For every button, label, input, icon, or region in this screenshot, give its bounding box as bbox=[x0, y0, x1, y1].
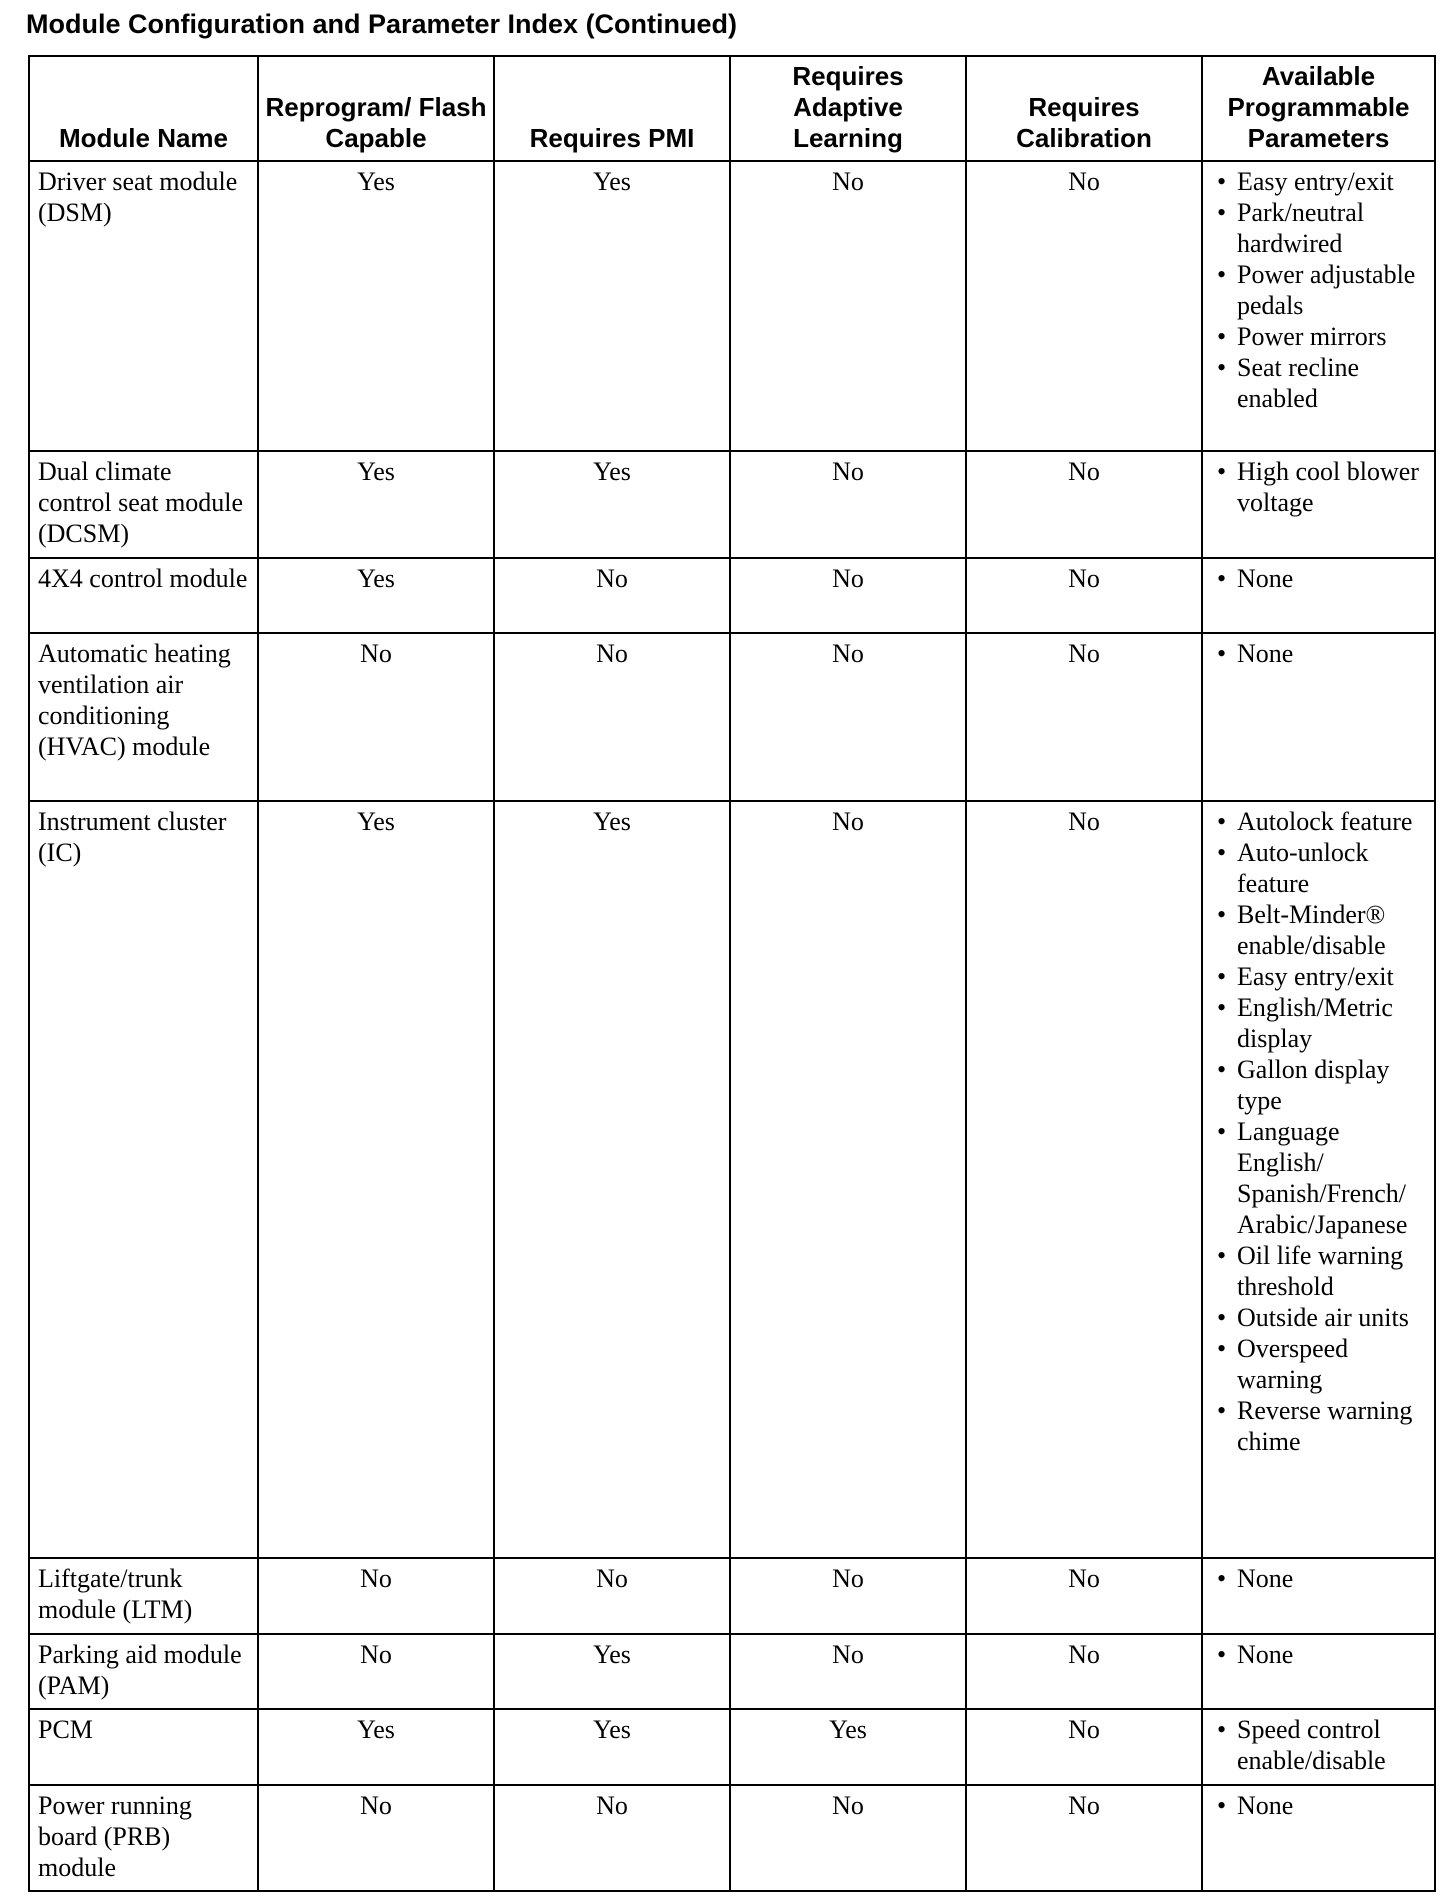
parameter-item bbox=[1211, 166, 1426, 197]
parameter-item bbox=[1211, 456, 1426, 518]
parameter-item bbox=[1211, 1790, 1426, 1821]
bullet-icon: • bbox=[1217, 198, 1227, 227]
bullet-icon: • bbox=[1217, 993, 1227, 1022]
requires-pmi-value: No bbox=[494, 633, 730, 801]
parameter-item bbox=[1211, 197, 1426, 259]
parameter-list bbox=[1211, 1790, 1426, 1821]
programmable-parameters-cell bbox=[1202, 558, 1435, 633]
bullet-icon: • bbox=[1217, 838, 1227, 867]
column-header-requires-calibration: Requires Calibration bbox=[966, 56, 1202, 161]
header-row bbox=[29, 56, 1435, 161]
table-row bbox=[29, 1709, 1435, 1785]
parameter-item bbox=[1211, 1240, 1426, 1302]
module-name-cell: Automatic heating ventilation air conditioning (HVAC) module bbox=[29, 633, 258, 801]
requires-calibration-value: No bbox=[966, 1785, 1202, 1891]
parameter-list bbox=[1211, 1563, 1426, 1594]
adaptive-learning-value: No bbox=[730, 558, 966, 633]
parameter-text: Speed control enable/disable bbox=[1237, 1715, 1386, 1775]
requires-calibration-value: No bbox=[966, 633, 1202, 801]
bullet-icon: • bbox=[1217, 260, 1227, 289]
requires-calibration-value: No bbox=[966, 1558, 1202, 1634]
bullet-icon: • bbox=[1217, 1303, 1227, 1332]
flash-capable-value: Yes bbox=[258, 1709, 494, 1785]
parameter-text: Oil life warning threshold bbox=[1237, 1241, 1404, 1301]
requires-calibration-value: No bbox=[966, 1634, 1202, 1709]
parameter-text: English/Metric display bbox=[1237, 993, 1393, 1053]
parameter-item bbox=[1211, 352, 1426, 414]
parameter-text: Reverse warning chime bbox=[1237, 1396, 1413, 1456]
module-name-cell: Driver seat module (DSM) bbox=[29, 161, 258, 451]
column-header-requires-pmi: Requires PMI bbox=[494, 56, 730, 161]
parameter-text: Autolock feature bbox=[1237, 807, 1413, 836]
bullet-icon: • bbox=[1217, 1334, 1227, 1363]
table-row bbox=[29, 451, 1435, 558]
requires-pmi-value: Yes bbox=[494, 1709, 730, 1785]
table-row bbox=[29, 1785, 1435, 1891]
bullet-icon: • bbox=[1217, 564, 1227, 593]
programmable-parameters-cell bbox=[1202, 1634, 1435, 1709]
bullet-icon: • bbox=[1217, 1715, 1227, 1744]
column-header-module-name: Module Name bbox=[29, 56, 258, 161]
bullet-icon: • bbox=[1217, 322, 1227, 351]
adaptive-learning-value: No bbox=[730, 801, 966, 1558]
requires-pmi-value: No bbox=[494, 1558, 730, 1634]
table-body bbox=[29, 161, 1435, 1891]
requires-pmi-value: Yes bbox=[494, 451, 730, 558]
parameter-text: Power adjustable pedals bbox=[1237, 260, 1416, 320]
flash-capable-value: Yes bbox=[258, 451, 494, 558]
parameter-list bbox=[1211, 1639, 1426, 1670]
table-row bbox=[29, 558, 1435, 633]
bullet-icon: • bbox=[1217, 1564, 1227, 1593]
programmable-parameters-cell bbox=[1202, 1709, 1435, 1785]
adaptive-learning-value: No bbox=[730, 1558, 966, 1634]
parameter-list bbox=[1211, 166, 1426, 414]
bullet-icon: • bbox=[1217, 1396, 1227, 1425]
column-header-flash-capable: Reprogram/ Flash Capable bbox=[258, 56, 494, 161]
parameter-text: Outside air units bbox=[1237, 1303, 1409, 1332]
parameter-text: None bbox=[1237, 1791, 1294, 1820]
parameter-item bbox=[1211, 1563, 1426, 1594]
parameter-item bbox=[1211, 1639, 1426, 1670]
parameter-list bbox=[1211, 1714, 1426, 1776]
module-parameter-table bbox=[28, 55, 1436, 1892]
flash-capable-value: Yes bbox=[258, 801, 494, 1558]
programmable-parameters-cell bbox=[1202, 801, 1435, 1558]
adaptive-learning-value: No bbox=[730, 1785, 966, 1891]
module-name-cell: Power running board (PRB) module bbox=[29, 1785, 258, 1891]
flash-capable-value: No bbox=[258, 1558, 494, 1634]
bullet-icon: • bbox=[1217, 1117, 1227, 1146]
page-title: Module Configuration and Parameter Index (Continued) bbox=[26, 9, 738, 39]
requires-calibration-value: No bbox=[966, 161, 1202, 451]
parameter-text: Overspeed warning bbox=[1237, 1334, 1349, 1394]
parameter-item bbox=[1211, 563, 1426, 594]
parameter-text: None bbox=[1237, 1640, 1294, 1669]
module-name-cell: PCM bbox=[29, 1709, 258, 1785]
requires-calibration-value: No bbox=[966, 451, 1202, 558]
flash-capable-value: Yes bbox=[258, 558, 494, 633]
parameter-item bbox=[1211, 1714, 1426, 1776]
table-row bbox=[29, 1558, 1435, 1634]
bullet-icon: • bbox=[1217, 167, 1227, 196]
parameter-item bbox=[1211, 806, 1426, 837]
parameter-item bbox=[1211, 1116, 1426, 1240]
flash-capable-value: No bbox=[258, 1785, 494, 1891]
module-name-cell: Liftgate/trunk module (LTM) bbox=[29, 1558, 258, 1634]
parameter-text: Language English/ Spanish/French/ Arabic/Japanese bbox=[1237, 1117, 1408, 1239]
adaptive-learning-value: No bbox=[730, 1634, 966, 1709]
module-name-cell: Dual climate control seat module (DCSM) bbox=[29, 451, 258, 558]
parameter-text: Auto-unlock feature bbox=[1237, 838, 1369, 898]
adaptive-learning-value: No bbox=[730, 451, 966, 558]
requires-calibration-value: No bbox=[966, 1709, 1202, 1785]
requires-calibration-value: No bbox=[966, 801, 1202, 1558]
parameter-list bbox=[1211, 638, 1426, 669]
programmable-parameters-cell bbox=[1202, 633, 1435, 801]
parameter-item bbox=[1211, 992, 1426, 1054]
parameter-item bbox=[1211, 321, 1426, 352]
column-header-programmable-parameters: Available Programmable Parameters bbox=[1202, 56, 1435, 161]
requires-pmi-value: Yes bbox=[494, 801, 730, 1558]
programmable-parameters-cell bbox=[1202, 161, 1435, 451]
table-row bbox=[29, 633, 1435, 801]
parameter-item bbox=[1211, 638, 1426, 669]
table-row bbox=[29, 161, 1435, 451]
parameter-text: Park/neutral hardwired bbox=[1237, 198, 1365, 258]
parameter-item bbox=[1211, 837, 1426, 899]
bullet-icon: • bbox=[1217, 807, 1227, 836]
programmable-parameters-cell bbox=[1202, 1558, 1435, 1634]
flash-capable-value: No bbox=[258, 633, 494, 801]
requires-pmi-value: Yes bbox=[494, 161, 730, 451]
parameter-text: Easy entry/exit bbox=[1237, 962, 1394, 991]
parameter-item bbox=[1211, 961, 1426, 992]
parameter-text: Belt-Minder® enable/disable bbox=[1237, 900, 1386, 960]
bullet-icon: • bbox=[1217, 457, 1227, 486]
parameter-item bbox=[1211, 259, 1426, 321]
requires-calibration-value: No bbox=[966, 558, 1202, 633]
adaptive-learning-value: No bbox=[730, 633, 966, 801]
programmable-parameters-cell bbox=[1202, 451, 1435, 558]
bullet-icon: • bbox=[1217, 900, 1227, 929]
parameter-list bbox=[1211, 563, 1426, 594]
flash-capable-value: No bbox=[258, 1634, 494, 1709]
bullet-icon: • bbox=[1217, 639, 1227, 668]
bullet-icon: • bbox=[1217, 1791, 1227, 1820]
parameter-text: High cool blower voltage bbox=[1237, 457, 1419, 517]
parameter-item bbox=[1211, 899, 1426, 961]
parameter-text: None bbox=[1237, 1564, 1294, 1593]
parameter-text: Power mirrors bbox=[1237, 322, 1387, 351]
table-row bbox=[29, 1634, 1435, 1709]
module-name-cell: Parking aid module (PAM) bbox=[29, 1634, 258, 1709]
requires-pmi-value: No bbox=[494, 558, 730, 633]
bullet-icon: • bbox=[1217, 1640, 1227, 1669]
bullet-icon: • bbox=[1217, 1241, 1227, 1270]
module-name-cell: 4X4 control module bbox=[29, 558, 258, 633]
parameter-text: None bbox=[1237, 639, 1294, 668]
programmable-parameters-cell bbox=[1202, 1785, 1435, 1891]
parameter-list bbox=[1211, 456, 1426, 518]
flash-capable-value: Yes bbox=[258, 161, 494, 451]
parameter-text: None bbox=[1237, 564, 1294, 593]
bullet-icon: • bbox=[1217, 353, 1227, 382]
parameter-text: Seat recline enabled bbox=[1237, 353, 1359, 413]
requires-pmi-value: Yes bbox=[494, 1634, 730, 1709]
parameter-item bbox=[1211, 1054, 1426, 1116]
requires-pmi-value: No bbox=[494, 1785, 730, 1891]
column-header-adaptive-learning: Requires Adaptive Learning bbox=[730, 56, 966, 161]
adaptive-learning-value: No bbox=[730, 161, 966, 451]
bullet-icon: • bbox=[1217, 1055, 1227, 1084]
parameter-item bbox=[1211, 1395, 1426, 1457]
parameter-text: Easy entry/exit bbox=[1237, 167, 1394, 196]
parameter-list bbox=[1211, 806, 1426, 1457]
parameter-item bbox=[1211, 1333, 1426, 1395]
table-row bbox=[29, 801, 1435, 1558]
module-name-cell: Instrument cluster (IC) bbox=[29, 801, 258, 1558]
bullet-icon: • bbox=[1217, 962, 1227, 991]
adaptive-learning-value: Yes bbox=[730, 1709, 966, 1785]
parameter-text: Gallon display type bbox=[1237, 1055, 1390, 1115]
parameter-item bbox=[1211, 1302, 1426, 1333]
